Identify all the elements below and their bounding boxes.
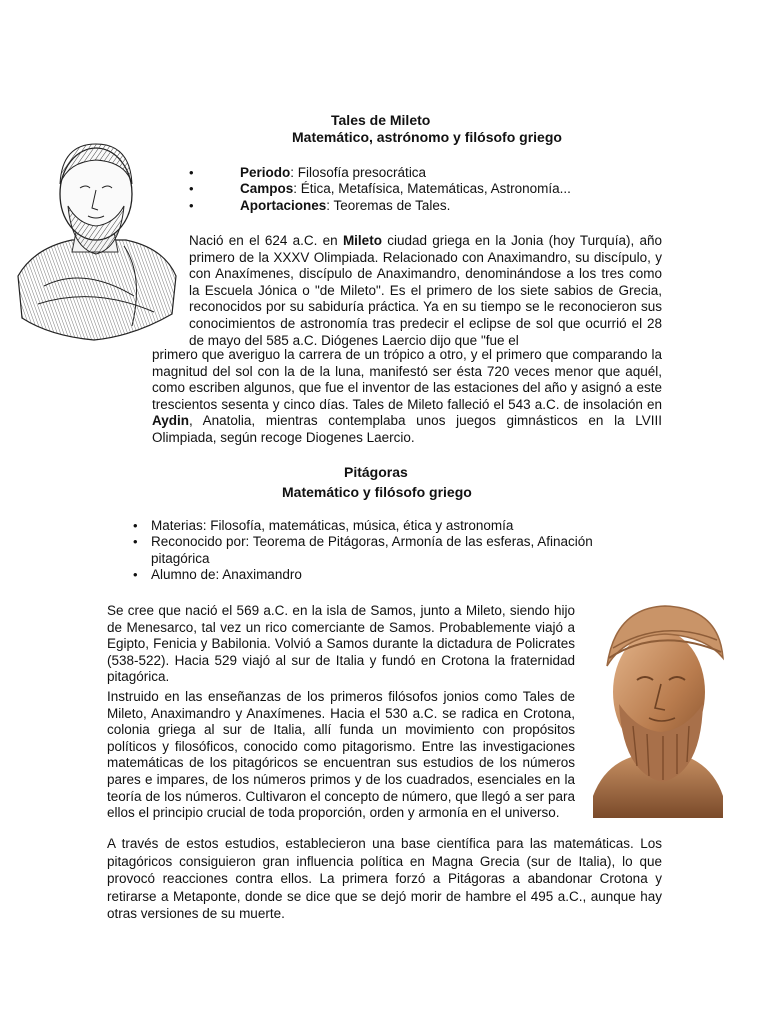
tales-paragraph-top: Nació en el 624 a.C. en Mileto ciudad griega en la Jonia (hoy Turquía), año primero de la XXXV Olimpiada. Relacionado con Anaximandro, su discípulo, y con Anaxímenes, discípulo de Anaximandro, denominándose a los tres como la Escuela Jónica o "de Mileto". Es el primero de los siete sabios de Grecia, reconocidos por su sabiduría práctica. Ya en su tiempo se le reconocieron sus conocimientos de astronomía tras predecir el eclipse de sol que ocurrió el 28 de mayo del 585 a.C. Diógenes Laercio dijo que "fue el bbox=[189, 233, 662, 348]
tales-bullet-campos: • Campos: Ética, Metafísica, Matemáticas, Astronomía... bbox=[189, 181, 669, 197]
pitagoras-bullet-list bbox=[126, 518, 626, 584]
pitagoras-subtitle: Matemático y filósofo griego bbox=[282, 484, 472, 500]
pitagoras-paragraph-2: Instruido en las enseñanzas de los primeros filósofos jonios como Tales de Mileto, Anaximandro y Anaxímenes. Hacia el 530 a.C. se radica en Crotona, colonia griega al sur de Italia, allí funda un movimiento con propósitos políticos y filosóficos, conocido como pitagorismo. Entre las investigaciones matemáticas de los pitagóricos se encuentran sus estudios de los números pares e impares, de los números primos y de los cuadrados, esenciales en la teoría de los números. Cultivaron el concepto de número, que llegó a ser para ellos el principio crucial de toda proporción, orden y armonía en el universo. bbox=[107, 689, 575, 821]
tales-bullet-aportaciones: • Aportaciones: Teoremas de Tales. bbox=[189, 198, 669, 214]
pitagoras-paragraph-1: Se cree que nació el 569 a.C. en la isla de Samos, junto a Mileto, siendo hijo de Menesarco, tal vez un rico comerciante de Samos. Probablemente viajó a Egipto, Fenicia y Babilonia. Volvió a Samos durante la dictadura de Policrates (538-522). Hacia 529 viajó al sur de Italia y fundó en Crotona la fraternidad pitagórica. bbox=[107, 603, 575, 685]
tales-subtitle: Matemático, astrónomo y filósofo griego bbox=[292, 129, 562, 145]
pitagoras-bullet-reconocido: • Reconocido por: Teorema de Pitágoras, Armonía de las esferas, Afinación pitagórica bbox=[126, 534, 626, 567]
pitagoras-bullet-alumno: • Alumno de: Anaximandro bbox=[126, 567, 626, 583]
tales-bullet-list bbox=[189, 165, 669, 214]
tales-bust-image bbox=[14, 136, 180, 344]
pitagoras-bust-image bbox=[585, 596, 729, 818]
pitagoras-bullet-materias: • Materias: Filosofía, matemáticas, música, ética y astronomía bbox=[126, 518, 626, 534]
tales-bullet-periodo: • Periodo: Filosofía presocrática bbox=[189, 165, 669, 181]
pitagoras-paragraph-3: A través de estos estudios, establecieron una base científica para las matemáticas. Los pitagóricos consiguieron gran influencia política en Magna Grecia (sur de Italia), lo que provocó reacciones contra ellos. La primera forzó a Pitágoras a abandonar Crotona y retirarse a Metaponte, donde se dice que se dejó morir de hambre el 495 a.C., aunque hay otras versiones de su muerte. bbox=[107, 836, 662, 921]
pitagoras-title: Pitágoras bbox=[344, 464, 408, 480]
tales-title: Tales de Mileto bbox=[331, 112, 431, 128]
tales-paragraph-bottom: primero que averiguo la carrera de un trópico a otro, y el primero que comparando la magnitud del sol con la de la luna, manifestó ser ésta 720 veces menor que aquél, como escriben algunos, que fue el inventor de las estaciones del año y asignó a este trescientos sesenta y cinco días. Tales de Mileto falleció el 543 a.C. de insolación en Aydin, Anatolia, mientras contemplaba unos juegos gimnásticos en la LVIII Olimpiada, según recoge Diogenes Laercio. bbox=[152, 347, 662, 445]
